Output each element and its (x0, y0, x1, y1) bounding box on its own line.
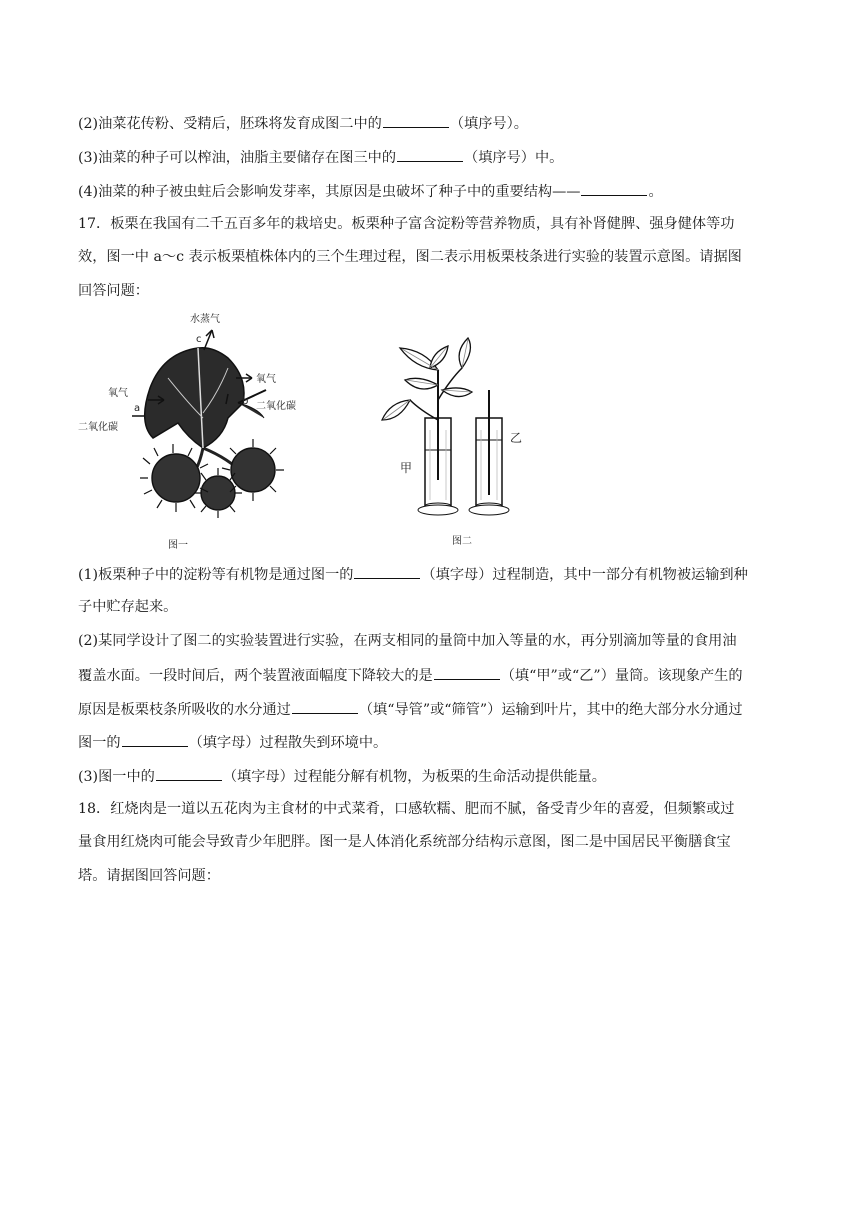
q17-part2-line3 (78, 698, 788, 720)
q17-part1 (78, 563, 788, 585)
answer-blank[interactable] (434, 664, 500, 680)
figure-2-cylinders (370, 330, 530, 552)
q17-part2-line2-a: 覆盖水面。一段时间后，两个装置液面幅度下降较大的是 (78, 668, 433, 684)
label-b: b (242, 396, 249, 407)
q17-part1-cont: 子中贮存起来。 (78, 599, 178, 615)
q16-part3-text-a: (3)油菜的种子可以榨油，油脂主要储存在图三中的 (78, 150, 397, 166)
q17-part3-text-a: (3)图一中的 (78, 769, 155, 785)
q17-part1-text-b: （填字母）过程制造，其中一部分有机物被运输到种 (421, 567, 748, 583)
q17-part2-line2 (78, 664, 788, 686)
figure-2-caption: 图二 (452, 536, 472, 547)
q17-part2-line4-b: （填字母）过程散失到环境中。 (188, 735, 388, 751)
label-oxygen-left: 氧气 (108, 388, 128, 399)
q17-part2-line4-a: 图一的 (78, 735, 121, 751)
q16-part4-text-b: 。 (648, 184, 663, 200)
label-a: a (134, 403, 141, 414)
q17-part3-text-b: （填字母）过程能分解有机物，为板栗的生命活动提供能量。 (222, 769, 606, 785)
label-water-vapor: 水蒸气 (190, 314, 220, 325)
q17-part2-line1: (2)某同学设计了图二的实验装置进行实验，在两支相同的量筒中加入等量的水，再分别滴加等量的食用油 (78, 633, 737, 649)
figure-1-chestnut-plant (78, 308, 318, 556)
label-co2-left: 二氧化碳 (78, 422, 118, 433)
q17-part2-line3-b: （填“导管”或“筛管”）运输到叶片，其中的绝大部分水分通过 (358, 702, 743, 718)
q16-part2-text-b: （填序号）。 (449, 116, 528, 132)
answer-blank[interactable] (292, 698, 358, 714)
q17-part3 (78, 765, 788, 787)
q16-part2-text-a: (2)油菜花传粉、受精后，胚珠将发育成图二中的 (78, 116, 382, 132)
answer-blank[interactable] (354, 563, 420, 579)
figure-1-caption: 图一 (168, 540, 188, 551)
q16-part2 (78, 112, 788, 134)
answer-blank[interactable] (397, 146, 463, 162)
q18-line2: 量食用红烧肉可能会导致青少年肥胖。图一是人体消化系统部分结构示意图，图二是中国居民平衡膳食宝 (78, 834, 731, 850)
label-jia: 甲 (400, 461, 413, 475)
answer-blank[interactable] (122, 731, 188, 747)
label-co2-right: 二氧化碳 (256, 401, 296, 412)
label-yi: 乙 (510, 431, 523, 445)
q16-part4-text-a: (4)油菜的种子被虫蛀后会影响发芽率，其原因是虫破坏了种子中的重要结构—— (78, 184, 581, 200)
q18-line3: 塔。请据图回答问题： (78, 868, 220, 884)
q16-part3 (78, 146, 788, 168)
answer-blank[interactable] (581, 180, 647, 196)
q17-intro-line3: 回答问题： (78, 283, 149, 299)
q17-intro-line1: 17．板栗在我国有二千五百多年的栽培史。板栗种子富含淀粉等营养物质，具有补肾健脾、强身健体等功 (78, 216, 735, 232)
answer-blank[interactable] (156, 765, 222, 781)
label-oxygen-right: 氧气 (256, 374, 276, 385)
q17-intro-line2: 效，图一中 a～c 表示板栗植株体内的三个生理过程，图二表示用板栗枝条进行实验的装置示意图。请据图 (78, 249, 742, 265)
answer-blank[interactable] (383, 112, 449, 128)
q16-part4 (78, 180, 788, 202)
q18-line1: 18．红烧肉是一道以五花肉为主食材的中式菜肴，口感软糯、肥而不腻，备受青少年的喜爱，但频繁或过 (78, 801, 735, 817)
q17-part2-line3-a: 原因是板栗枝条所吸收的水分通过 (78, 702, 291, 718)
label-c: c (196, 334, 202, 345)
q17-part2-line4 (78, 731, 788, 753)
q17-part2-line2-b: （填“甲”或“乙”）量筒。该现象产生的 (500, 668, 743, 684)
q16-part3-text-b: （填序号）中。 (464, 150, 564, 166)
q17-part1-text-a: (1)板栗种子中的淀粉等有机物是通过图一的 (78, 567, 354, 583)
